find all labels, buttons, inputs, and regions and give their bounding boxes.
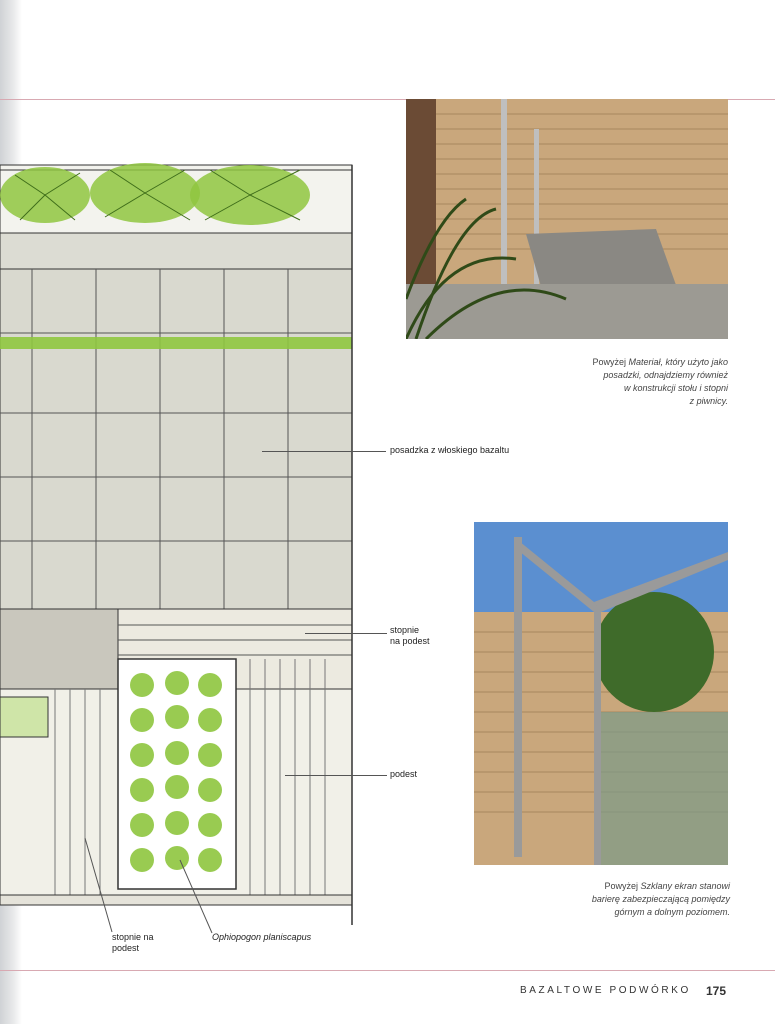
caption-photo-bottom xyxy=(560,880,730,919)
caption-lead: Powyżej xyxy=(592,357,626,367)
photo-glass-screen xyxy=(474,522,728,865)
leader-line-floor xyxy=(262,451,386,452)
label-text: stopnie xyxy=(390,625,420,635)
page-number: 175 xyxy=(706,984,727,998)
caption-text: z piwnicy. xyxy=(689,396,728,406)
label-text: na podest xyxy=(390,636,430,646)
caption-text: barierę zabezpieczającą pomiędzy xyxy=(591,894,730,904)
leader-line-podest xyxy=(285,775,387,776)
photo-basalt-table xyxy=(406,99,728,339)
caption-text: w konstrukcji stołu i stopni xyxy=(623,383,728,393)
label-podest: podest xyxy=(390,769,418,779)
caption-photo-top xyxy=(578,356,728,408)
label-floor: posadzka z włoskiego bazaltu xyxy=(390,445,510,455)
label-plant: Ophiopogon planiscapus xyxy=(212,932,312,942)
caption-text: górnym a dolnym poziomem. xyxy=(614,907,730,917)
label-text: podest xyxy=(112,943,140,953)
garden-plan-illustration xyxy=(0,125,360,925)
caption-text: posadzki, odnajdziemy również xyxy=(603,370,728,380)
leader-line-steps xyxy=(305,633,387,634)
caption-text: Materiał, który użyto jako xyxy=(625,357,728,367)
label-steps-right xyxy=(390,625,430,647)
label-text: stopnie na xyxy=(112,932,154,942)
bottom-rule xyxy=(0,970,775,971)
caption-text: Szklany ekran stanowi xyxy=(637,881,730,891)
caption-lead: Powyżej xyxy=(604,881,638,891)
upper-grasses xyxy=(0,163,310,225)
running-footer: BAZALTOWE PODWÓRKO xyxy=(520,985,691,996)
label-steps-left xyxy=(112,932,154,954)
